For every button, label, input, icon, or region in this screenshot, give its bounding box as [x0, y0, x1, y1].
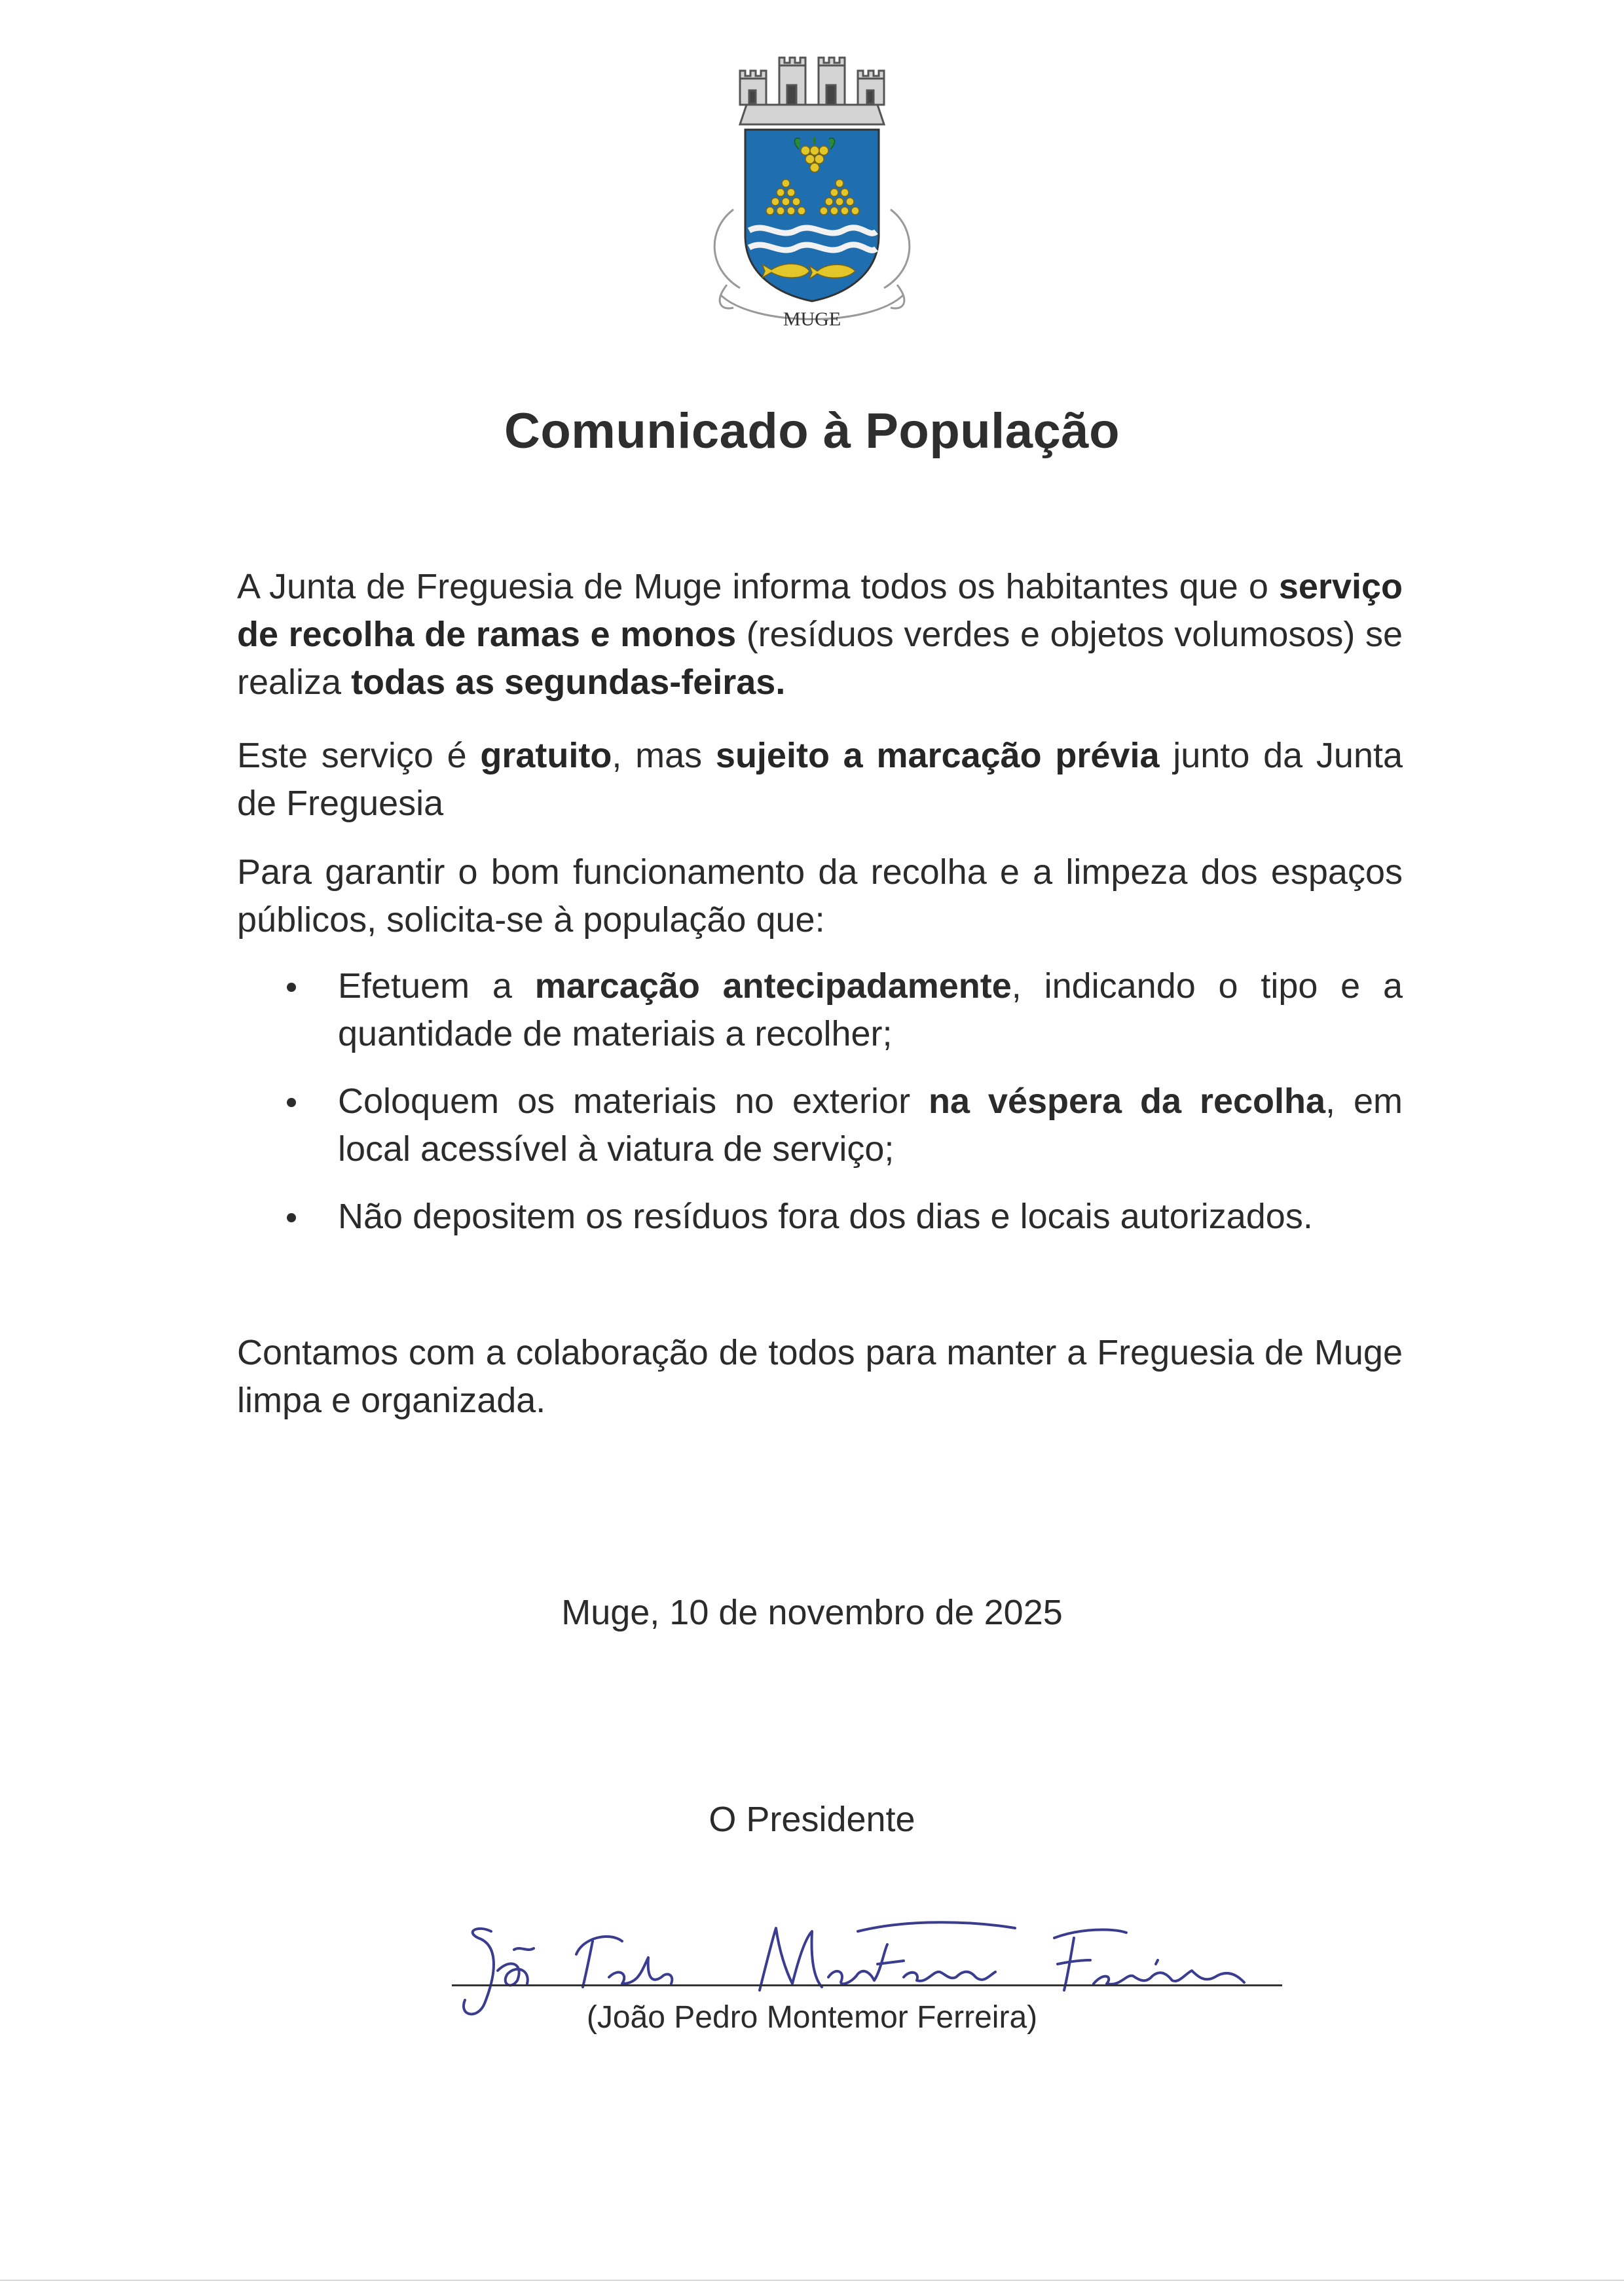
paragraph-service: Este serviço é gratuito, mas sujeito a marcação prévia junto da Junta de Freguesia [237, 736, 1403, 823]
list-item: Coloquem os materiais no exterior na véspera da recolha, em local acessível à viatura de serviço; [287, 1078, 1403, 1173]
paragraph-intro: A Junta de Freguesia de Muge informa todos os habitantes que o serviço de recolha de ramas e monos (resíduos verdes e objetos volumosos) se realiza todas as segundas-feiras. [237, 567, 1403, 702]
list-item: Não depositem os resíduos fora dos dias e locais autorizados. [287, 1193, 1403, 1241]
paragraph-request: Para garantir o bom funcionamento da recolha e a limpeza dos espaços públicos, solicita-se à população que: [237, 852, 1403, 939]
request-list [287, 962, 1403, 1260]
bullet-dot-icon [287, 983, 296, 992]
bullet-dot-icon [287, 1213, 296, 1222]
list-item: Efetuem a marcação antecipadamente, indicando o tipo e a quantidade de materiais a recolher; [287, 962, 1403, 1058]
bullet-dot-icon [287, 1098, 296, 1107]
paragraph-closing: Contamos com a colaboração de todos para manter a Freguesia de Muge limpa e organizada. [237, 1333, 1403, 1420]
signatory-role: O Presidente [709, 1800, 915, 1839]
coat-of-arms-logo [694, 52, 930, 334]
document-date: Muge, 10 de novembro de 2025 [561, 1593, 1063, 1632]
signature-line [452, 1984, 1282, 1986]
mural-crown [740, 58, 884, 124]
page-title: Comunicado à População [504, 403, 1120, 459]
printed-name: (João Pedro Montemor Ferreira) [586, 2000, 1038, 2035]
footer-divider [0, 2280, 1624, 2281]
crest-name: MUGE [783, 308, 841, 330]
